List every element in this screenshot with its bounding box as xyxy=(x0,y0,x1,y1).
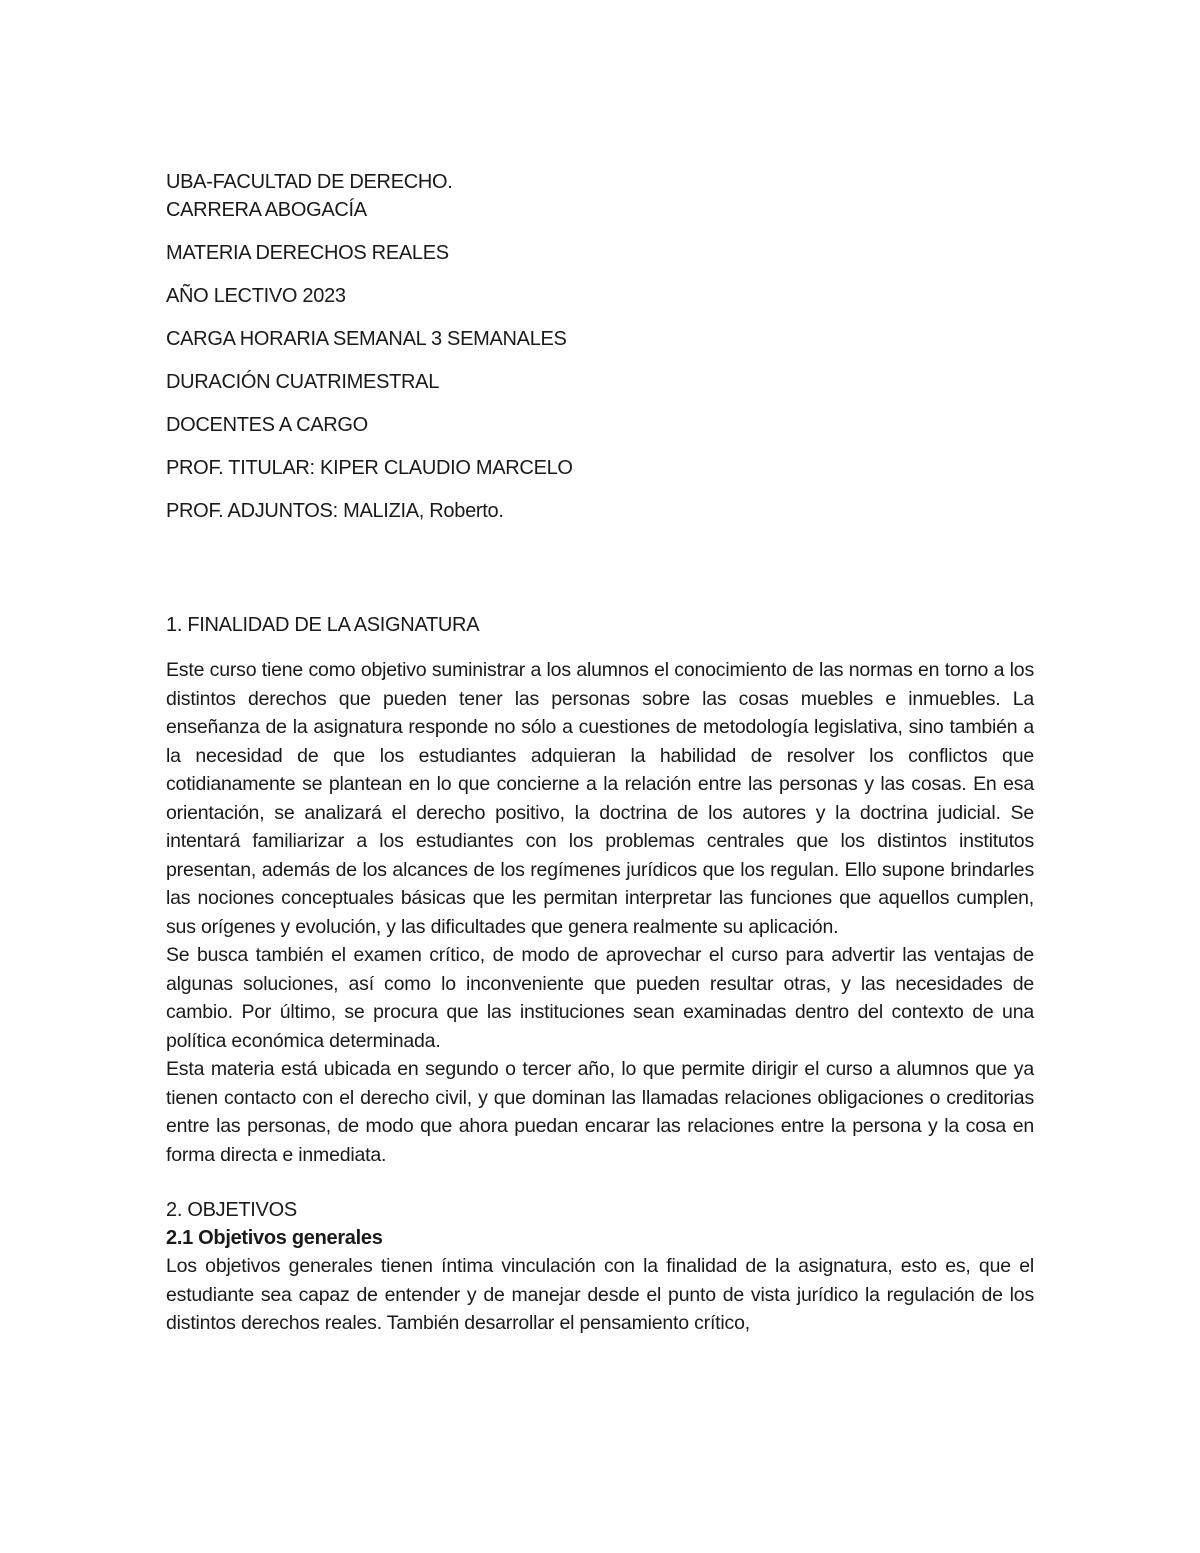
titular-line: PROF. TITULAR: KIPER CLAUDIO MARCELO xyxy=(166,457,573,479)
section2-paragraph: Los objetivos generales tienen íntima vinculación con la finalidad de la asignatura, esto es, que el estudiante sea capaz de entender y de manejar desde el punto de vista jurídico la regulación de los distintos derechos reales. También desarrollar el pensamiento crítico, xyxy=(166,1255,1034,1334)
duration-line: DURACIÓN CUATRIMESTRAL xyxy=(166,371,440,393)
adjuntos-line: PROF. ADJUNTOS: MALIZIA, Roberto. xyxy=(166,500,504,522)
subject-line: MATERIA DERECHOS REALES xyxy=(166,242,449,264)
section1-paragraph-2: Se busca también el examen crítico, de modo de aprovechar el curso para advertir las ventajas de algunas soluciones, así como lo inconveniente que pueden resultar otras, y las necesidades de cambio. Por último, se procura que las instituciones sean examinadas dentro del contexto de una política económica determinada. xyxy=(166,944,1034,1052)
year-line: AÑO LECTIVO 2023 xyxy=(166,285,346,307)
section2-subheading: 2.1 Objetivos generales xyxy=(166,1227,383,1249)
hours-line: CARGA HORARIA SEMANAL 3 SEMANALES xyxy=(166,328,567,350)
faculty-line: UBA-FACULTAD DE DERECHO. xyxy=(166,171,453,193)
career-line: CARRERA ABOGACÍA xyxy=(166,199,367,221)
section1-paragraph-3: Esta materia está ubicada en segundo o tercer año, lo que permite dirigir el curso a alumnos que ya tienen contacto con el derecho civil, y que dominan las llamadas relaciones obligaciones o creditorias entre las personas, de modo que ahora puedan encarar las relaciones entre la persona y la cosa en forma directa e inmediata. xyxy=(166,1058,1034,1166)
section1-paragraph-1: Este curso tiene como objetivo suministrar a los alumnos el conocimiento de las normas en torno a los distintos derechos que pueden tener las personas sobre las cosas muebles e inmuebles. La enseñanza de la asignatura responde no sólo a cuestiones de metodología legislativa, sino también a la necesidad de que los estudiantes adquieran la habilidad de resolver los conflictos que cotidianamente se plantean en lo que concierne a la relación entre las personas y las cosas. En esa orientación, se analizará el derecho positivo, la doctrina de los autores y la doctrina judicial. Se intentará familiarizar a los estudiantes con los problemas centrales que los distintos institutos presentan, además de los alcances de los regímenes jurídicos que los regulan. Ello supone brindarles las nociones conceptuales básicas que les permitan interpretar las funciones que aquellos cumplen, sus orígenes y evolución, y las dificultades que genera realmente su aplicación. xyxy=(166,659,1034,938)
section2-heading: 2. OBJETIVOS xyxy=(166,1199,297,1221)
section1-heading: 1. FINALIDAD DE LA ASIGNATURA xyxy=(166,614,480,636)
teachers-line: DOCENTES A CARGO xyxy=(166,414,368,436)
document-page xyxy=(166,168,1034,1338)
